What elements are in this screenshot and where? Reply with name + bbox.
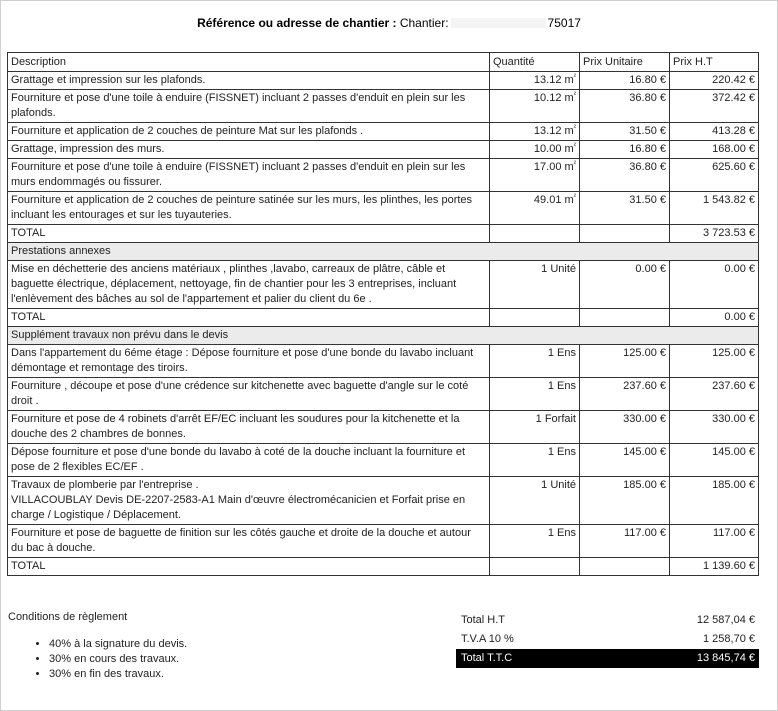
table-row <box>8 477 759 525</box>
table-row <box>8 378 759 411</box>
item-description: Fourniture , découpe et pose d'une crédence sur kitchenette avec baguette d'angle sur le coté droit . <box>8 378 490 411</box>
site-reference-header <box>0 16 778 30</box>
section-header-supplement <box>8 327 759 345</box>
totals-summary <box>456 611 759 668</box>
supplement-total-row <box>8 558 759 576</box>
item-total: 145.00 € <box>670 444 759 477</box>
annexes-total-value: 0.00 € <box>670 309 759 327</box>
item-quantity: 1 Ens <box>490 345 580 378</box>
item-unit-price: 330.00 € <box>580 411 670 444</box>
item-description: Travaux de plomberie par l'entreprise . VILLACOUBLAY Devis DE-2207-2583-A1 Main d'œuvre électromécanicien et Forfait prise en charge / Logistique / Déplacement. <box>8 477 490 525</box>
site-chantier-label: Chantier: <box>399 16 449 30</box>
list-item: • 30% en cours des travaux. <box>49 652 187 667</box>
item-quantity: 1 Forfait <box>490 411 580 444</box>
item-quantity: 13.12 $m^{^2}$ <box>490 72 580 90</box>
item-unit-price: 237.60 € <box>580 378 670 411</box>
col-description-header: Description <box>8 53 490 72</box>
item-total: 0.00 € <box>670 261 759 309</box>
total-ht-value: 12 587,04 € <box>696 614 755 626</box>
table-row <box>8 141 759 159</box>
table-row <box>8 261 759 309</box>
item-total: 237.60 € <box>670 378 759 411</box>
item-unit-price: 16.80 € <box>580 72 670 90</box>
section-title: Supplément travaux non prévu dans le devis <box>8 327 759 345</box>
item-quantity: 1 Unité <box>490 477 580 525</box>
table-row <box>8 345 759 378</box>
tva-row <box>456 630 759 649</box>
item-description: Fourniture et application de 2 couches de peinture satinée sur les murs, les plinthes, les portes incluant les entourages et sur les tuyauteries. <box>8 192 490 225</box>
item-quantity: 10.00 $m^{^2}$ <box>490 141 580 159</box>
item-quantity: 10.12 $m^{^2}$ <box>490 90 580 123</box>
item-unit-price: 145.00 € <box>580 444 670 477</box>
tva-value: 1 258,70 € <box>703 633 755 645</box>
section-header-annexes <box>8 243 759 261</box>
main-total-value: 3 723.53 € <box>670 225 759 243</box>
item-description: Fourniture et pose d'une toile à enduire (FISSNET) incluant 2 passes d'enduit en plein sur les plafonds. <box>8 90 490 123</box>
col-price-ht-header: Prix H.T <box>670 53 759 72</box>
item-unit-price: 16.80 € <box>580 141 670 159</box>
table-row <box>8 123 759 141</box>
list-item: • 40% à la signature du devis. <box>49 637 187 652</box>
table-row <box>8 159 759 192</box>
item-total: 220.42 € <box>670 72 759 90</box>
table-header-row <box>8 53 759 72</box>
list-item: • 30% en fin des travaux. <box>49 667 187 682</box>
col-unit-price-header: Prix Unitaire <box>580 53 670 72</box>
item-description: Grattage et impression sur les plafonds. <box>8 72 490 90</box>
total-ttc-label: Total T.T.C <box>461 652 513 664</box>
item-total: 330.00 € <box>670 411 759 444</box>
supplement-total-value: 1 139.60 € <box>670 558 759 576</box>
item-unit-price: 31.50 € <box>580 192 670 225</box>
item-description: Fourniture et pose de baguette de finition sur les côtés gauche et droite de la douche et autour du bac à douche. <box>8 525 490 558</box>
total-ttc-value: 13 845,74 € <box>696 652 755 664</box>
table-row <box>8 525 759 558</box>
item-quantity: 17.00 $m^{^2}$ <box>490 159 580 192</box>
item-unit-price: 0.00 € <box>580 261 670 309</box>
conditions-list <box>8 637 187 682</box>
item-total: 413.28 € <box>670 123 759 141</box>
main-total-row <box>8 225 759 243</box>
item-description: Mise en déchetterie des anciens matériaux , plinthes ,lavabo, carreaux de plâtre, câble et baguette électrique, déplacement, nettoyage, fin de chantier pour les 3 entreprises, incluant l'enlèvement des bâches au sol de l'appartement et palier du client du 6e . <box>8 261 490 309</box>
table-row <box>8 411 759 444</box>
total-ttc-row <box>456 649 759 668</box>
total-ht-row <box>456 611 759 630</box>
item-quantity: 49.01 $m^{^2}$ <box>490 192 580 225</box>
item-quantity: 1 Ens <box>490 378 580 411</box>
item-total: 625.60 € <box>670 159 759 192</box>
col-quantity-header: Quantité <box>490 53 580 72</box>
item-quantity: 1 Unité <box>490 261 580 309</box>
item-description: Fourniture et pose d'une toile à enduire (FISSNET) incluant 2 passes d'enduit en plein sur les murs endommagés ou fissurer. <box>8 159 490 192</box>
item-total: 117.00 € <box>670 525 759 558</box>
item-quantity: 1 Ens <box>490 525 580 558</box>
table-row <box>8 72 759 90</box>
table-row <box>8 192 759 225</box>
site-reference-label: Référence ou adresse de chantier : <box>197 16 397 30</box>
quote-table <box>7 52 759 576</box>
item-unit-price: 36.80 € <box>580 90 670 123</box>
total-label: TOTAL <box>8 558 490 576</box>
item-quantity: 13.12 $m^{^2}$ <box>490 123 580 141</box>
item-description: Fourniture et application de 2 couches de peinture Mat sur les plafonds . <box>8 123 490 141</box>
table-row <box>8 90 759 123</box>
tva-label: T.V.A 10 % <box>461 633 514 645</box>
item-total: 168.00 € <box>670 141 759 159</box>
site-postcode: 75017 <box>547 16 581 30</box>
item-unit-price: 31.50 € <box>580 123 670 141</box>
item-unit-price: 185.00 € <box>580 477 670 525</box>
item-total: 185.00 € <box>670 477 759 525</box>
item-unit-price: 36.80 € <box>580 159 670 192</box>
item-total: 1 543.82 € <box>670 192 759 225</box>
total-ht-label: Total H.T <box>461 614 506 626</box>
item-unit-price: 117.00 € <box>580 525 670 558</box>
table-row <box>8 444 759 477</box>
item-description: Dépose fourniture et pose d'une bonde du lavabo à coté de la douche incluant la fourniture et pose de 2 flexibles EC/EF . <box>8 444 490 477</box>
item-description: Dans l'appartement du 6éme étage : Dépose fourniture et pose d'une bonde du lavabo incluant démontage et remontage des tiroirs. <box>8 345 490 378</box>
section-title: Prestations annexes <box>8 243 759 261</box>
conditions-title: Conditions de règlement <box>8 611 128 623</box>
item-total: 125.00 € <box>670 345 759 378</box>
item-total: 372.42 € <box>670 90 759 123</box>
item-quantity: 1 Ens <box>490 444 580 477</box>
item-unit-price: 125.00 € <box>580 345 670 378</box>
redacted-address <box>451 18 546 28</box>
total-label: TOTAL <box>8 225 490 243</box>
annexes-total-row <box>8 309 759 327</box>
item-description: Fourniture et pose de 4 robinets d'arrêt EF/EC incluant les soudures pour la kitchenette et la douche des 2 chambres de bonnes. <box>8 411 490 444</box>
total-label: TOTAL <box>8 309 490 327</box>
item-description: Grattage, impression des murs. <box>8 141 490 159</box>
payment-conditions <box>8 611 187 682</box>
